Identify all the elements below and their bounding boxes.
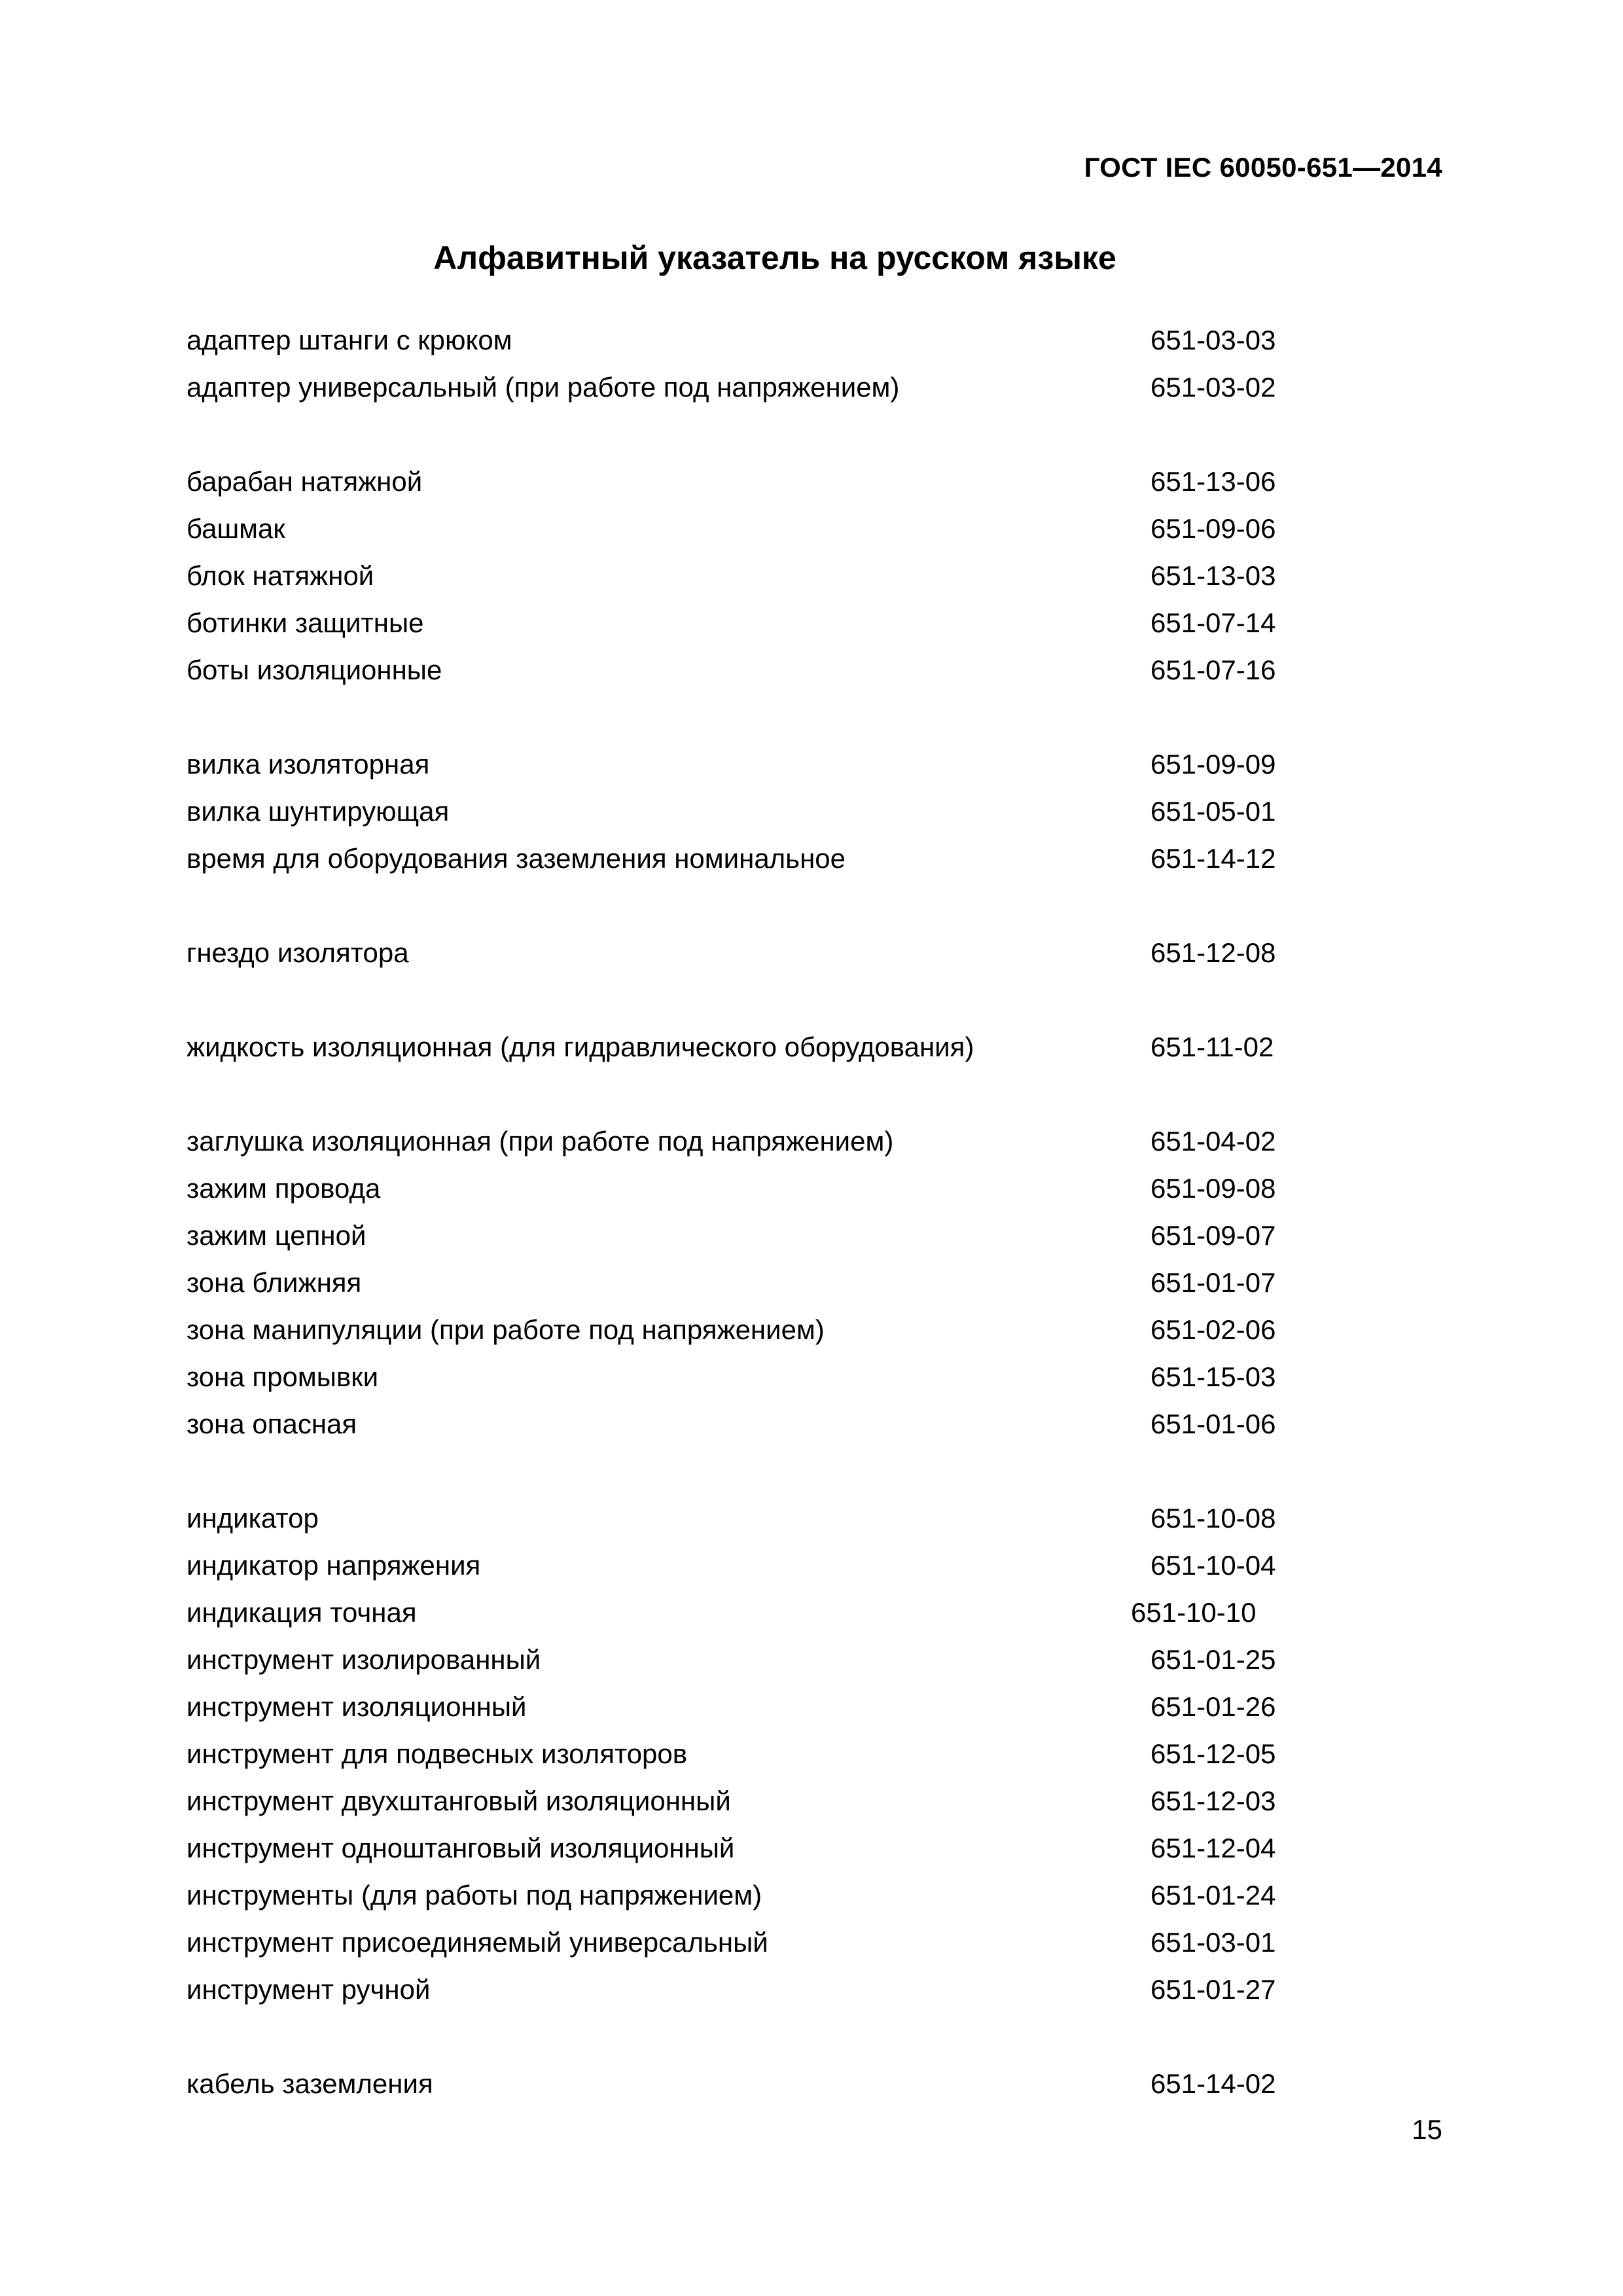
index-term: боты изоляционные bbox=[187, 655, 442, 685]
index-entry bbox=[187, 741, 1430, 788]
index-entry bbox=[187, 1024, 1430, 1071]
index-entry bbox=[187, 1683, 1430, 1731]
index-entry bbox=[187, 1966, 1430, 2013]
alphabetical-index bbox=[187, 317, 1430, 2155]
index-term: блок натяжной bbox=[187, 560, 374, 591]
index-entry bbox=[187, 1778, 1430, 1825]
index-code: 651-14-12 bbox=[1150, 843, 1276, 874]
index-group-g bbox=[187, 929, 1430, 977]
index-term: инструмент для подвесных изоляторов bbox=[187, 1738, 688, 1769]
index-entry bbox=[187, 600, 1430, 647]
index-term: индикатор bbox=[187, 1503, 319, 1534]
index-term: инструмент изоляционный bbox=[187, 1691, 527, 1722]
index-term: инструмент ручной bbox=[187, 1974, 431, 2005]
index-group-zh bbox=[187, 1024, 1430, 1071]
index-code: 651-01-25 bbox=[1150, 1644, 1276, 1675]
index-group-v bbox=[187, 741, 1430, 882]
index-term: ботинки защитные bbox=[187, 607, 424, 638]
index-group-b bbox=[187, 458, 1430, 694]
index-entry bbox=[187, 647, 1430, 694]
index-entry bbox=[187, 1306, 1430, 1354]
index-entry bbox=[187, 1495, 1430, 1542]
index-term: вилка шунтирующая bbox=[187, 796, 450, 827]
index-code: 651-09-06 bbox=[1150, 513, 1276, 544]
index-code: 651-09-08 bbox=[1150, 1173, 1276, 1204]
index-code: 651-01-24 bbox=[1150, 1880, 1276, 1910]
index-code: 651-13-06 bbox=[1150, 466, 1276, 497]
index-code: 651-10-10 bbox=[1131, 1597, 1257, 1628]
index-entry bbox=[187, 788, 1430, 835]
index-code: 651-07-16 bbox=[1150, 655, 1276, 685]
index-entry bbox=[187, 1542, 1430, 1589]
index-code: 651-09-07 bbox=[1150, 1220, 1276, 1251]
index-code: 651-10-04 bbox=[1150, 1550, 1276, 1581]
index-entry bbox=[187, 1589, 1430, 1636]
index-entry bbox=[187, 1731, 1430, 1778]
index-term: кабель заземления bbox=[187, 2068, 433, 2099]
index-code: 651-11-02 bbox=[1150, 1031, 1274, 1062]
index-code: 651-12-08 bbox=[1150, 937, 1276, 968]
index-entry bbox=[187, 929, 1430, 977]
index-term: индикатор напряжения bbox=[187, 1550, 481, 1581]
index-title: Алфавитный указатель на русском языке bbox=[433, 240, 1116, 276]
index-term: жидкость изоляционная (для гидравлического оборудования) bbox=[187, 1031, 974, 1062]
index-entry bbox=[187, 552, 1430, 600]
index-entry bbox=[187, 1636, 1430, 1683]
index-term: гнездо изолятора bbox=[187, 937, 409, 968]
index-term: зона ближняя bbox=[187, 1267, 362, 1298]
index-code: 651-07-14 bbox=[1150, 607, 1276, 638]
index-term: инструмент изолированный bbox=[187, 1644, 541, 1675]
index-group-i bbox=[187, 1495, 1430, 2013]
index-code: 651-01-27 bbox=[1150, 1974, 1276, 2005]
index-term: вилка изоляторная bbox=[187, 749, 430, 780]
index-term: адаптер штанги с крюком bbox=[187, 325, 512, 355]
index-code: 651-04-02 bbox=[1150, 1126, 1276, 1157]
index-term: индикация точная bbox=[187, 1597, 417, 1628]
index-entry bbox=[187, 1401, 1430, 1448]
page-number: 15 bbox=[1412, 2114, 1442, 2145]
index-term: барабан натяжной bbox=[187, 466, 423, 497]
index-term: инструмент одноштанговый изоляционный bbox=[187, 1833, 735, 1863]
index-entry bbox=[187, 458, 1430, 505]
index-entry bbox=[187, 1825, 1430, 1872]
index-entry bbox=[187, 1259, 1430, 1306]
index-entry bbox=[187, 1118, 1430, 1165]
index-group-a bbox=[187, 317, 1430, 411]
index-code: 651-03-01 bbox=[1150, 1927, 1276, 1958]
index-group-z bbox=[187, 1118, 1430, 1448]
index-term: зона манипуляции (при работе под напряжением) bbox=[187, 1314, 825, 1345]
index-term: заглушка изоляционная (при работе под напряжением) bbox=[187, 1126, 894, 1157]
index-code: 651-12-05 bbox=[1150, 1738, 1276, 1769]
index-entry bbox=[187, 1212, 1430, 1259]
index-code: 651-05-01 bbox=[1150, 796, 1276, 827]
index-code: 651-02-06 bbox=[1150, 1314, 1276, 1345]
index-term: зажим цепной bbox=[187, 1220, 366, 1251]
index-code: 651-14-02 bbox=[1150, 2068, 1276, 2099]
index-code: 651-03-03 bbox=[1150, 325, 1276, 355]
index-entry bbox=[187, 835, 1430, 882]
index-code: 651-15-03 bbox=[1150, 1361, 1276, 1392]
index-term: зона промывки bbox=[187, 1361, 379, 1392]
index-entry bbox=[187, 1354, 1430, 1401]
index-code: 651-01-07 bbox=[1150, 1267, 1276, 1298]
index-code: 651-10-08 bbox=[1150, 1503, 1276, 1534]
index-code: 651-13-03 bbox=[1150, 560, 1276, 591]
index-term: адаптер универсальный (при работе под напряжением) bbox=[187, 372, 900, 403]
index-entry bbox=[187, 505, 1430, 552]
index-term: инструменты (для работы под напряжением) bbox=[187, 1880, 762, 1910]
index-entry bbox=[187, 317, 1430, 364]
index-code: 651-01-26 bbox=[1150, 1691, 1276, 1722]
index-code: 651-03-02 bbox=[1150, 372, 1276, 403]
index-term: башмак bbox=[187, 513, 285, 544]
index-entry bbox=[187, 2060, 1430, 2108]
index-code: 651-01-06 bbox=[1150, 1408, 1276, 1439]
index-term: инструмент присоединяемый универсальный bbox=[187, 1927, 768, 1958]
index-code: 651-12-04 bbox=[1150, 1833, 1276, 1863]
index-entry bbox=[187, 1919, 1430, 1966]
index-code: 651-12-03 bbox=[1150, 1785, 1276, 1816]
index-term: зона опасная bbox=[187, 1408, 357, 1439]
index-group-k bbox=[187, 2060, 1430, 2108]
index-term: инструмент двухштанговый изоляционный bbox=[187, 1785, 731, 1816]
index-entry bbox=[187, 1872, 1430, 1919]
document-code-header: ГОСТ IEC 60050-651—2014 bbox=[1084, 152, 1442, 183]
index-term: зажим провода bbox=[187, 1173, 381, 1204]
index-entry bbox=[187, 1165, 1430, 1212]
index-entry bbox=[187, 364, 1430, 411]
index-term: время для оборудования заземления номинальное bbox=[187, 843, 846, 874]
index-code: 651-09-09 bbox=[1150, 749, 1276, 780]
